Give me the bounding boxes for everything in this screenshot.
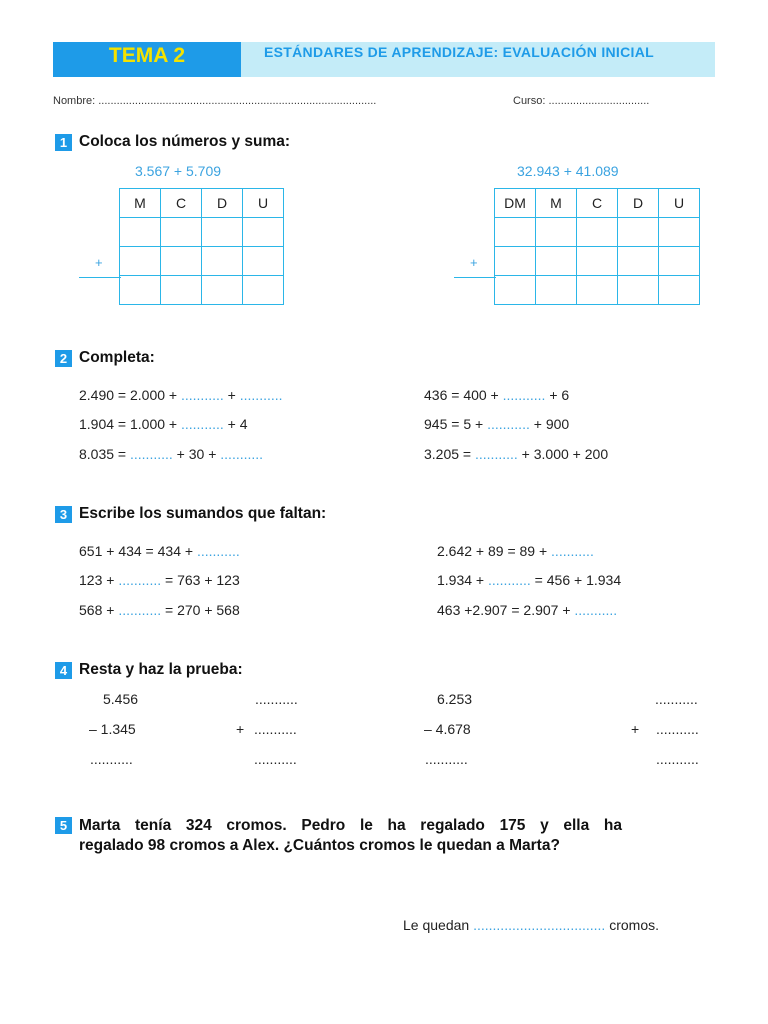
grid-cell[interactable] — [120, 218, 161, 247]
q3-right-row: 2.642 + 89 = 89 + ........... — [437, 543, 594, 559]
q2-right-row: 945 = 5 + ........... + 900 — [424, 416, 570, 432]
grid-cell[interactable] — [243, 247, 284, 276]
grid-header: C — [161, 189, 202, 218]
answer-blank[interactable]: ........... — [574, 602, 618, 618]
answer-suffix: cromos. — [605, 917, 660, 933]
grid-cell[interactable] — [495, 247, 536, 276]
grid-cell[interactable] — [536, 218, 577, 247]
answer-blank[interactable]: ........... — [487, 416, 530, 432]
answer-prefix: Le quedan — [403, 917, 474, 933]
q4-left-check1[interactable]: ........... — [255, 691, 298, 707]
grid-cell[interactable] — [577, 247, 618, 276]
q1-title: Coloca los números y suma: — [79, 133, 291, 150]
q3-number: 3 — [55, 506, 72, 523]
q1-left-sum-line — [79, 277, 121, 278]
answer-blank[interactable]: ........... — [196, 543, 240, 559]
q4-right-plus: + — [631, 721, 640, 737]
q4-right-check1[interactable]: ........... — [655, 691, 698, 707]
q4-right-minuend: 6.253 — [437, 691, 473, 707]
grid-cell[interactable] — [659, 247, 700, 276]
answer-blank[interactable]: ........... — [475, 446, 518, 462]
q1-left-operation: 3.567 + 5.709 — [135, 163, 222, 179]
q4-number: 4 — [55, 662, 72, 679]
q3-left-row: 568 + ........... = 270 + 568 — [79, 602, 240, 618]
tema-title: TEMA 2 — [108, 44, 186, 67]
q2-number: 2 — [55, 350, 72, 367]
answer-blank[interactable]: ........... — [551, 543, 594, 559]
grid-cell[interactable] — [243, 276, 284, 305]
q4-left-plus: + — [236, 721, 245, 737]
nombre-row — [53, 95, 376, 107]
q1-right-operation: 32.943 + 41.089 — [517, 163, 619, 179]
grid-header: DM — [495, 189, 536, 218]
grid-header: U — [659, 189, 700, 218]
grid-cell[interactable] — [618, 247, 659, 276]
q1-right-plus: + — [470, 255, 478, 270]
q4-left-subtrahend: – 1.345 — [89, 721, 136, 737]
q2-title: Completa: — [79, 349, 155, 366]
grid-cell[interactable] — [120, 247, 161, 276]
answer-blank[interactable]: ........... — [130, 446, 173, 462]
curso-row — [513, 95, 649, 107]
answer-blank[interactable]: ........... — [488, 572, 531, 588]
q2-left-row: 1.904 = 1.000 + ........... + 4 — [79, 416, 248, 432]
q4-right-subtrahend: – 4.678 — [424, 721, 471, 737]
q5-text-line2: regalado 98 cromos a Alex. ¿Cuántos cromos le quedan a Marta? — [79, 837, 560, 854]
grid-header: M — [120, 189, 161, 218]
q4-left-minuend: 5.456 — [103, 691, 139, 707]
grid-cell[interactable] — [659, 218, 700, 247]
grid-cell[interactable] — [202, 247, 243, 276]
grid-cell[interactable] — [536, 276, 577, 305]
grid-cell[interactable] — [577, 276, 618, 305]
q2-left-row: 8.035 = ........... + 30 + ........... — [79, 446, 264, 462]
grid-header: U — [243, 189, 284, 218]
grid-cell[interactable] — [577, 218, 618, 247]
grid-cell[interactable] — [495, 276, 536, 305]
answer-blank[interactable]: ........... — [220, 446, 264, 462]
grid-cell[interactable] — [618, 218, 659, 247]
answer-blank[interactable]: ........... — [180, 387, 224, 403]
grid-header: D — [202, 189, 243, 218]
q3-left-row: 651 + 434 = 434 + ........... — [79, 543, 240, 559]
q3-title: Escribe los sumandos que faltan: — [79, 505, 327, 522]
grid-header: M — [536, 189, 577, 218]
grid-cell[interactable] — [120, 276, 161, 305]
grid-cell[interactable] — [618, 276, 659, 305]
answer-blank[interactable]: ........... — [118, 572, 162, 588]
q1-left-plus: + — [95, 255, 103, 270]
standards-title: ESTÁNDARES DE APRENDIZAJE: EVALUACIÓN INICIAL — [264, 44, 654, 60]
answer-blank[interactable]: ........... — [118, 602, 162, 618]
grid-cell[interactable] — [202, 276, 243, 305]
grid-header: C — [577, 189, 618, 218]
q1-left-grid[interactable] — [119, 188, 284, 305]
q3-right-row: 463 +2.907 = 2.907 + ........... — [437, 602, 618, 618]
nombre-label: Nombre: — [53, 95, 96, 107]
nombre-field[interactable]: ........................................................................................... — [98, 95, 377, 107]
grid-cell[interactable] — [536, 247, 577, 276]
grid-cell[interactable] — [659, 276, 700, 305]
q3-left-row: 123 + ........... = 763 + 123 — [79, 572, 240, 588]
q4-right-check3[interactable]: ........... — [656, 751, 699, 767]
grid-cell[interactable] — [243, 218, 284, 247]
curso-field[interactable]: ................................. — [548, 95, 650, 107]
q1-right-grid[interactable] — [494, 188, 700, 305]
q4-right-check2[interactable]: ........... — [656, 721, 699, 737]
q4-title: Resta y haz la prueba: — [79, 661, 243, 678]
curso-label: Curso: — [513, 95, 546, 107]
answer-blank[interactable]: .................................. — [473, 917, 606, 933]
grid-header: D — [618, 189, 659, 218]
answer-blank[interactable]: ........... — [239, 387, 283, 403]
q5-answer-row — [403, 917, 659, 933]
q1-number: 1 — [55, 134, 72, 151]
q2-left-row: 2.490 = 2.000 + ........... + ........... — [79, 387, 283, 403]
q3-right-row: 1.934 + ........... = 456 + 1.934 — [437, 572, 622, 588]
q2-right-row: 3.205 = ........... + 3.000 + 200 — [424, 446, 609, 462]
grid-cell[interactable] — [202, 218, 243, 247]
q4-left-check3[interactable]: ........... — [254, 751, 297, 767]
q4-right-result[interactable]: ........... — [425, 751, 468, 767]
grid-cell[interactable] — [161, 218, 202, 247]
q4-left-check2[interactable]: ........... — [254, 721, 297, 737]
q5-number: 5 — [55, 817, 72, 834]
answer-blank[interactable]: ........... — [180, 416, 224, 432]
answer-blank[interactable]: ........... — [502, 387, 546, 403]
grid-cell[interactable] — [495, 218, 536, 247]
q5-text-line1: Marta tenía 324 cromos. Pedro le ha regalado 175 y ella ha — [79, 817, 622, 834]
q4-left-result[interactable]: ........... — [90, 751, 133, 767]
q1-right-sum-line — [454, 277, 496, 278]
q2-right-row: 436 = 400 + ........... + 6 — [424, 387, 570, 403]
grid-cell[interactable] — [161, 247, 202, 276]
grid-cell[interactable] — [161, 276, 202, 305]
